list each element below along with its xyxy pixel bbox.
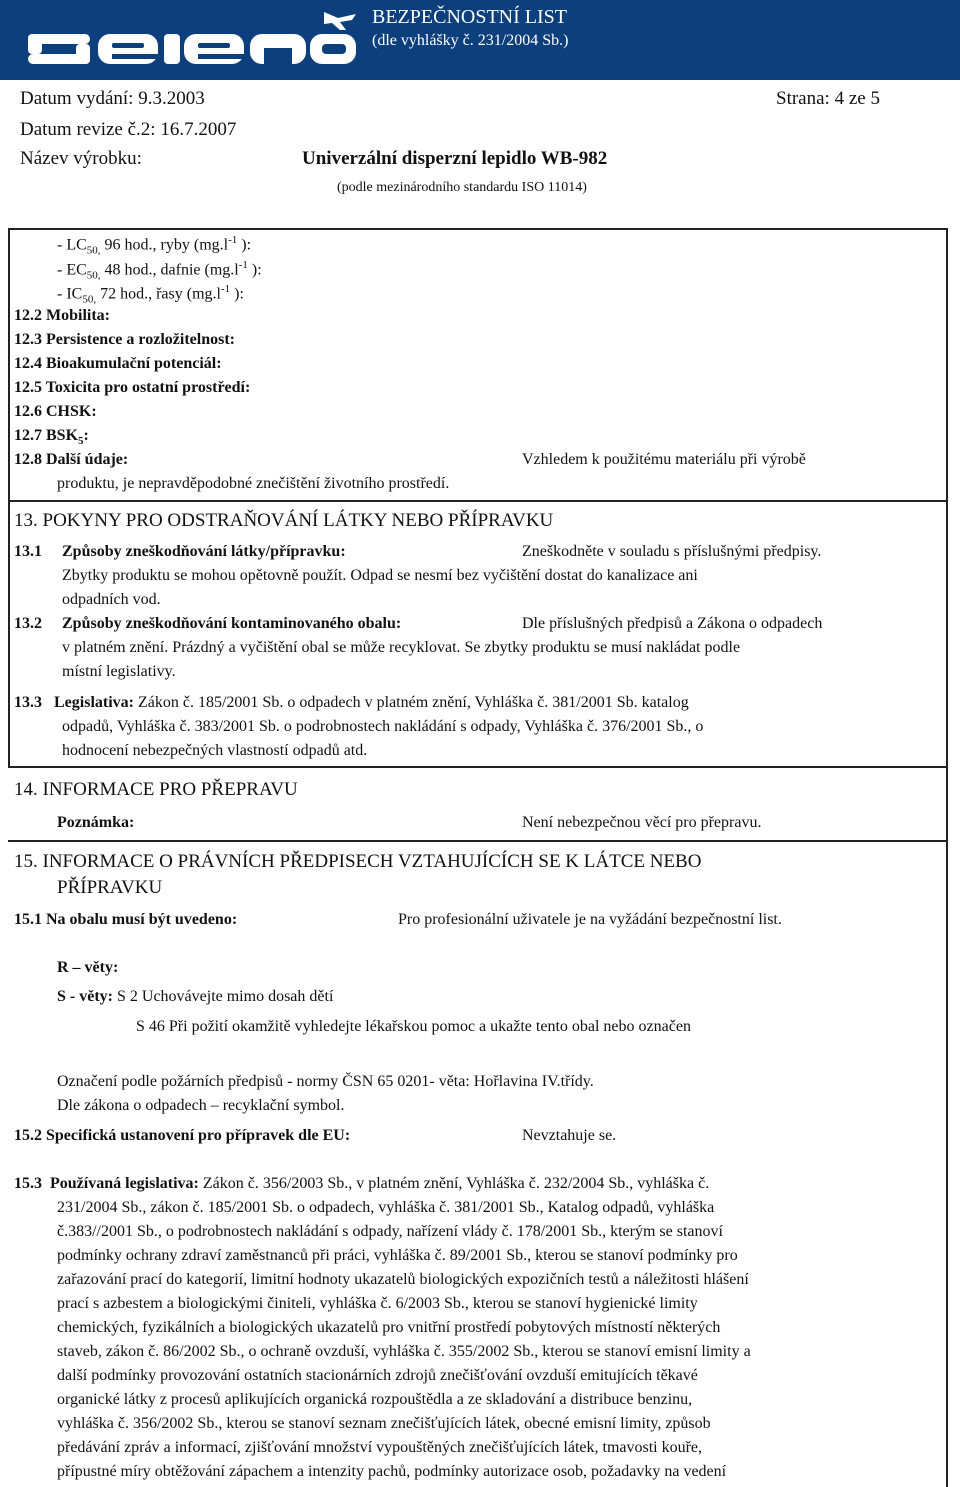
- s46-phrase: S 46 Při požití okamžitě vyhledejte lékařskou pomoc a ukažte tento obal nebo označen: [136, 1018, 691, 1035]
- item-12-8-label: 12.8 Další údaje:: [14, 451, 129, 468]
- page-value: 4 ze 5: [834, 88, 880, 109]
- selena-logo: [28, 8, 358, 72]
- item-15-2-label: 15.2 Specifická ustanovení pro přípravek dle EU:: [14, 1127, 351, 1144]
- item-13-3-line1: 13.3 Legislativa: Zákon č. 185/2001 Sb. o odpadech v platném znění, Vyhláška č. 381/2001 Sb. katalog: [14, 694, 689, 711]
- ec50-row: - $EC_{50,}$ 48 hod., dafnie ($mg.l^{-1}$ ):: [57, 259, 262, 282]
- item-12-5: 12.5 Toxicita pro ostatní prostředí:: [14, 379, 251, 396]
- item-12-6: 12.6 CHSK:: [14, 403, 97, 420]
- revision-date: Datum revize č.2: 16.7.2007: [20, 119, 237, 140]
- item-15-1-value: Pro profesionální uživatele je na vyžádání bezpečnostní list.: [398, 911, 782, 928]
- item-15-2-value: Nevztahuje se.: [522, 1127, 617, 1144]
- item-15-1-label: 15.1 Na obalu musí být uvedeno:: [14, 911, 238, 928]
- item-13-2-label: Způsoby zneškodňování kontaminovaného obalu:: [62, 615, 402, 632]
- legislation-line: 231/2004 Sb., zákon č. 185/2001 Sb. o odpadech, vyhláška č. 381/2001 Sb., Katalog odpadů, vyhláška: [57, 1199, 715, 1216]
- issue-date-row: [20, 88, 205, 110]
- item-13-3-line2: odpadů, Vyhláška č. 383/2001 Sb. o podrobnostech nakládání s odpady, Vyhláška č. 376/2001 Sb., o: [62, 718, 704, 735]
- item-12-3: 12.3 Persistence a rozložitelnost:: [14, 331, 235, 348]
- legislation-line: organické látky z procesů aplikujících organická rozpouštědla a ze skladování a distribuce benzinu,: [57, 1391, 693, 1408]
- item-12-4: 12.4 Bioakumulační potenciál:: [14, 355, 222, 372]
- plane-icon: [324, 12, 356, 30]
- divider: [8, 500, 948, 502]
- waste-note: Dle zákona o odpadech – recyklační symbol.: [57, 1097, 345, 1114]
- r-phrases-label: R – věty:: [57, 959, 119, 976]
- item-13-1-label: Způsoby zneškodňování látky/přípravku:: [62, 543, 346, 560]
- legislation-line: zařazování prací do kategorií, limitní hodnoty ukazatelů biologických expozičních testů a náležitosti hlášení: [57, 1271, 749, 1288]
- item-13-1-line2: Zbytky produktu se mohou opětovně použít. Odpad se nesmí bez vyčištění dostat do kanalizace ani: [62, 567, 698, 584]
- item-12-7: 12.7 $BSK_5$:: [14, 427, 89, 448]
- fire-classification: Označení podle požárních předpisů - normy ČSN 65 0201- věta: Hořlavina IV.třídy.: [57, 1073, 594, 1090]
- content-box: [8, 228, 948, 768]
- item-13-1-line3: odpadních vod.: [62, 591, 161, 608]
- legislation-line: prací s azbestem a biologickými činiteli, vyhláška č. 6/2003 Sb., kterou se stanoví hygienické limity: [57, 1295, 698, 1312]
- item-13-2-num: 13.2: [14, 615, 42, 632]
- item-13-2-line2: v platném znění. Prázdný a vyčištění obal se může recyklovat. Se zbytky produktu se musí nakládat podle: [62, 639, 741, 656]
- legislation-line: další podmínky provozování ostatních stacionárních zdrojů znečišťování ovzduší emitujících těkavé: [57, 1367, 698, 1384]
- item-12-8-value: Vzhledem k použitému materiálu při výrobě: [522, 451, 806, 468]
- legislation-line: předávání zpráv a informací, zjišťování množství vypouštěných znečišťujících látek, tmavosti kouře,: [57, 1439, 703, 1456]
- page-label: Strana:: [776, 88, 830, 109]
- product-label: Název výrobku:: [20, 148, 142, 169]
- issue-date: 9.3.2003: [138, 88, 205, 109]
- doc-subtitle: (dle vyhlášky č. 231/2004 Sb.): [372, 32, 569, 49]
- product-name: Univerzální disperzní lepidlo WB-982: [302, 148, 608, 169]
- divider: [8, 840, 948, 842]
- item-12-2: 12.2 Mobilita:: [14, 307, 110, 324]
- doc-title: BEZPEČNOSTNÍ LIST: [372, 6, 567, 28]
- item-15-3-line1: 15.3 Používaná legislativa: Zákon č. 356/2003 Sb., v platném znění, Vyhláška č. 232/2004 Sb., vyhláška č.: [14, 1175, 710, 1192]
- issue-label: Datum vydání:: [20, 88, 134, 109]
- item-13-1-num: 13.1: [14, 543, 42, 560]
- legislation-line: chemických, fyzikálních a biologických ukazatelů pro vnitřní prostředí pobytových místností některých: [57, 1319, 721, 1336]
- item-13-2-value: Dle příslušných předpisů a Zákona o odpadech: [522, 615, 823, 632]
- legislation-line: č.383//2001 Sb., o podrobnostech nakládání s odpady, nařízení vlády č. 178/2001 Sb., kterým se stanoví: [57, 1223, 723, 1240]
- item-13-3-line3: hodnocení nebezpečných vlastností odpadů atd.: [62, 742, 368, 759]
- ic50-row: - $IC_{50,}$ 72 hod., řasy ($mg.l^{-1}$ ):: [57, 283, 244, 306]
- note-value: Není nebezpečnou věcí pro přepravu.: [522, 814, 762, 831]
- s-phrases-row: S - věty: S 2 Uchovávejte mimo dosah dětí: [57, 988, 334, 1005]
- legislation-line: podmínky ochrany zdraví zaměstnanců při práci, vyhláška č. 89/2001 Sb., kterou se stanoví podmínky pro: [57, 1247, 738, 1264]
- section-15-title-line1: 15. INFORMACE O PRÁVNÍCH PŘEDPISECH VZTAHUJÍCÍCH SE K LÁTCE NEBO: [14, 851, 702, 872]
- section-14-title: 14. INFORMACE PRO PŘEPRAVU: [14, 779, 298, 800]
- legislation-line: staveb, zákon č. 86/2002 Sb., o ochraně ovzduší, vyhláška č. 355/2002 Sb., kterou se stanoví emisní limity a: [57, 1343, 751, 1360]
- item-12-8-cont: produktu, je nepravděpodobné znečištění životního prostředí.: [57, 475, 450, 492]
- note-label: Poznámka:: [57, 814, 135, 831]
- item-13-2-line3: místní legislativy.: [62, 663, 176, 680]
- legislation-line: vyhláška č. 356/2002 Sb., kterou se stanoví seznam znečišťujících látek, obecné emisní limity, způsob: [57, 1415, 711, 1432]
- legislation-line: přípustné míry obtěžování zápachem a intenzity pachů, podmínky autorizace osob, požadavky na vedení: [57, 1463, 727, 1480]
- page-number: [776, 88, 880, 110]
- section-13-title: 13. POKYNY PRO ODSTRAŇOVÁNÍ LÁTKY NEBO PŘÍPRAVKU: [14, 510, 554, 531]
- frame-right-border: [946, 768, 948, 1487]
- item-13-1-value: Zneškodněte v souladu s příslušnými předpisy.: [522, 543, 822, 560]
- lc50-row: - $LC_{50,}$ 96 hod., ryby ($mg.l^{-1}$ ):: [57, 234, 252, 257]
- standard-note: (podle mezinárodního standardu ISO 11014): [337, 180, 587, 195]
- header-banner: [0, 0, 960, 80]
- section-15-title-line2: PŘÍPRAVKU: [57, 877, 163, 898]
